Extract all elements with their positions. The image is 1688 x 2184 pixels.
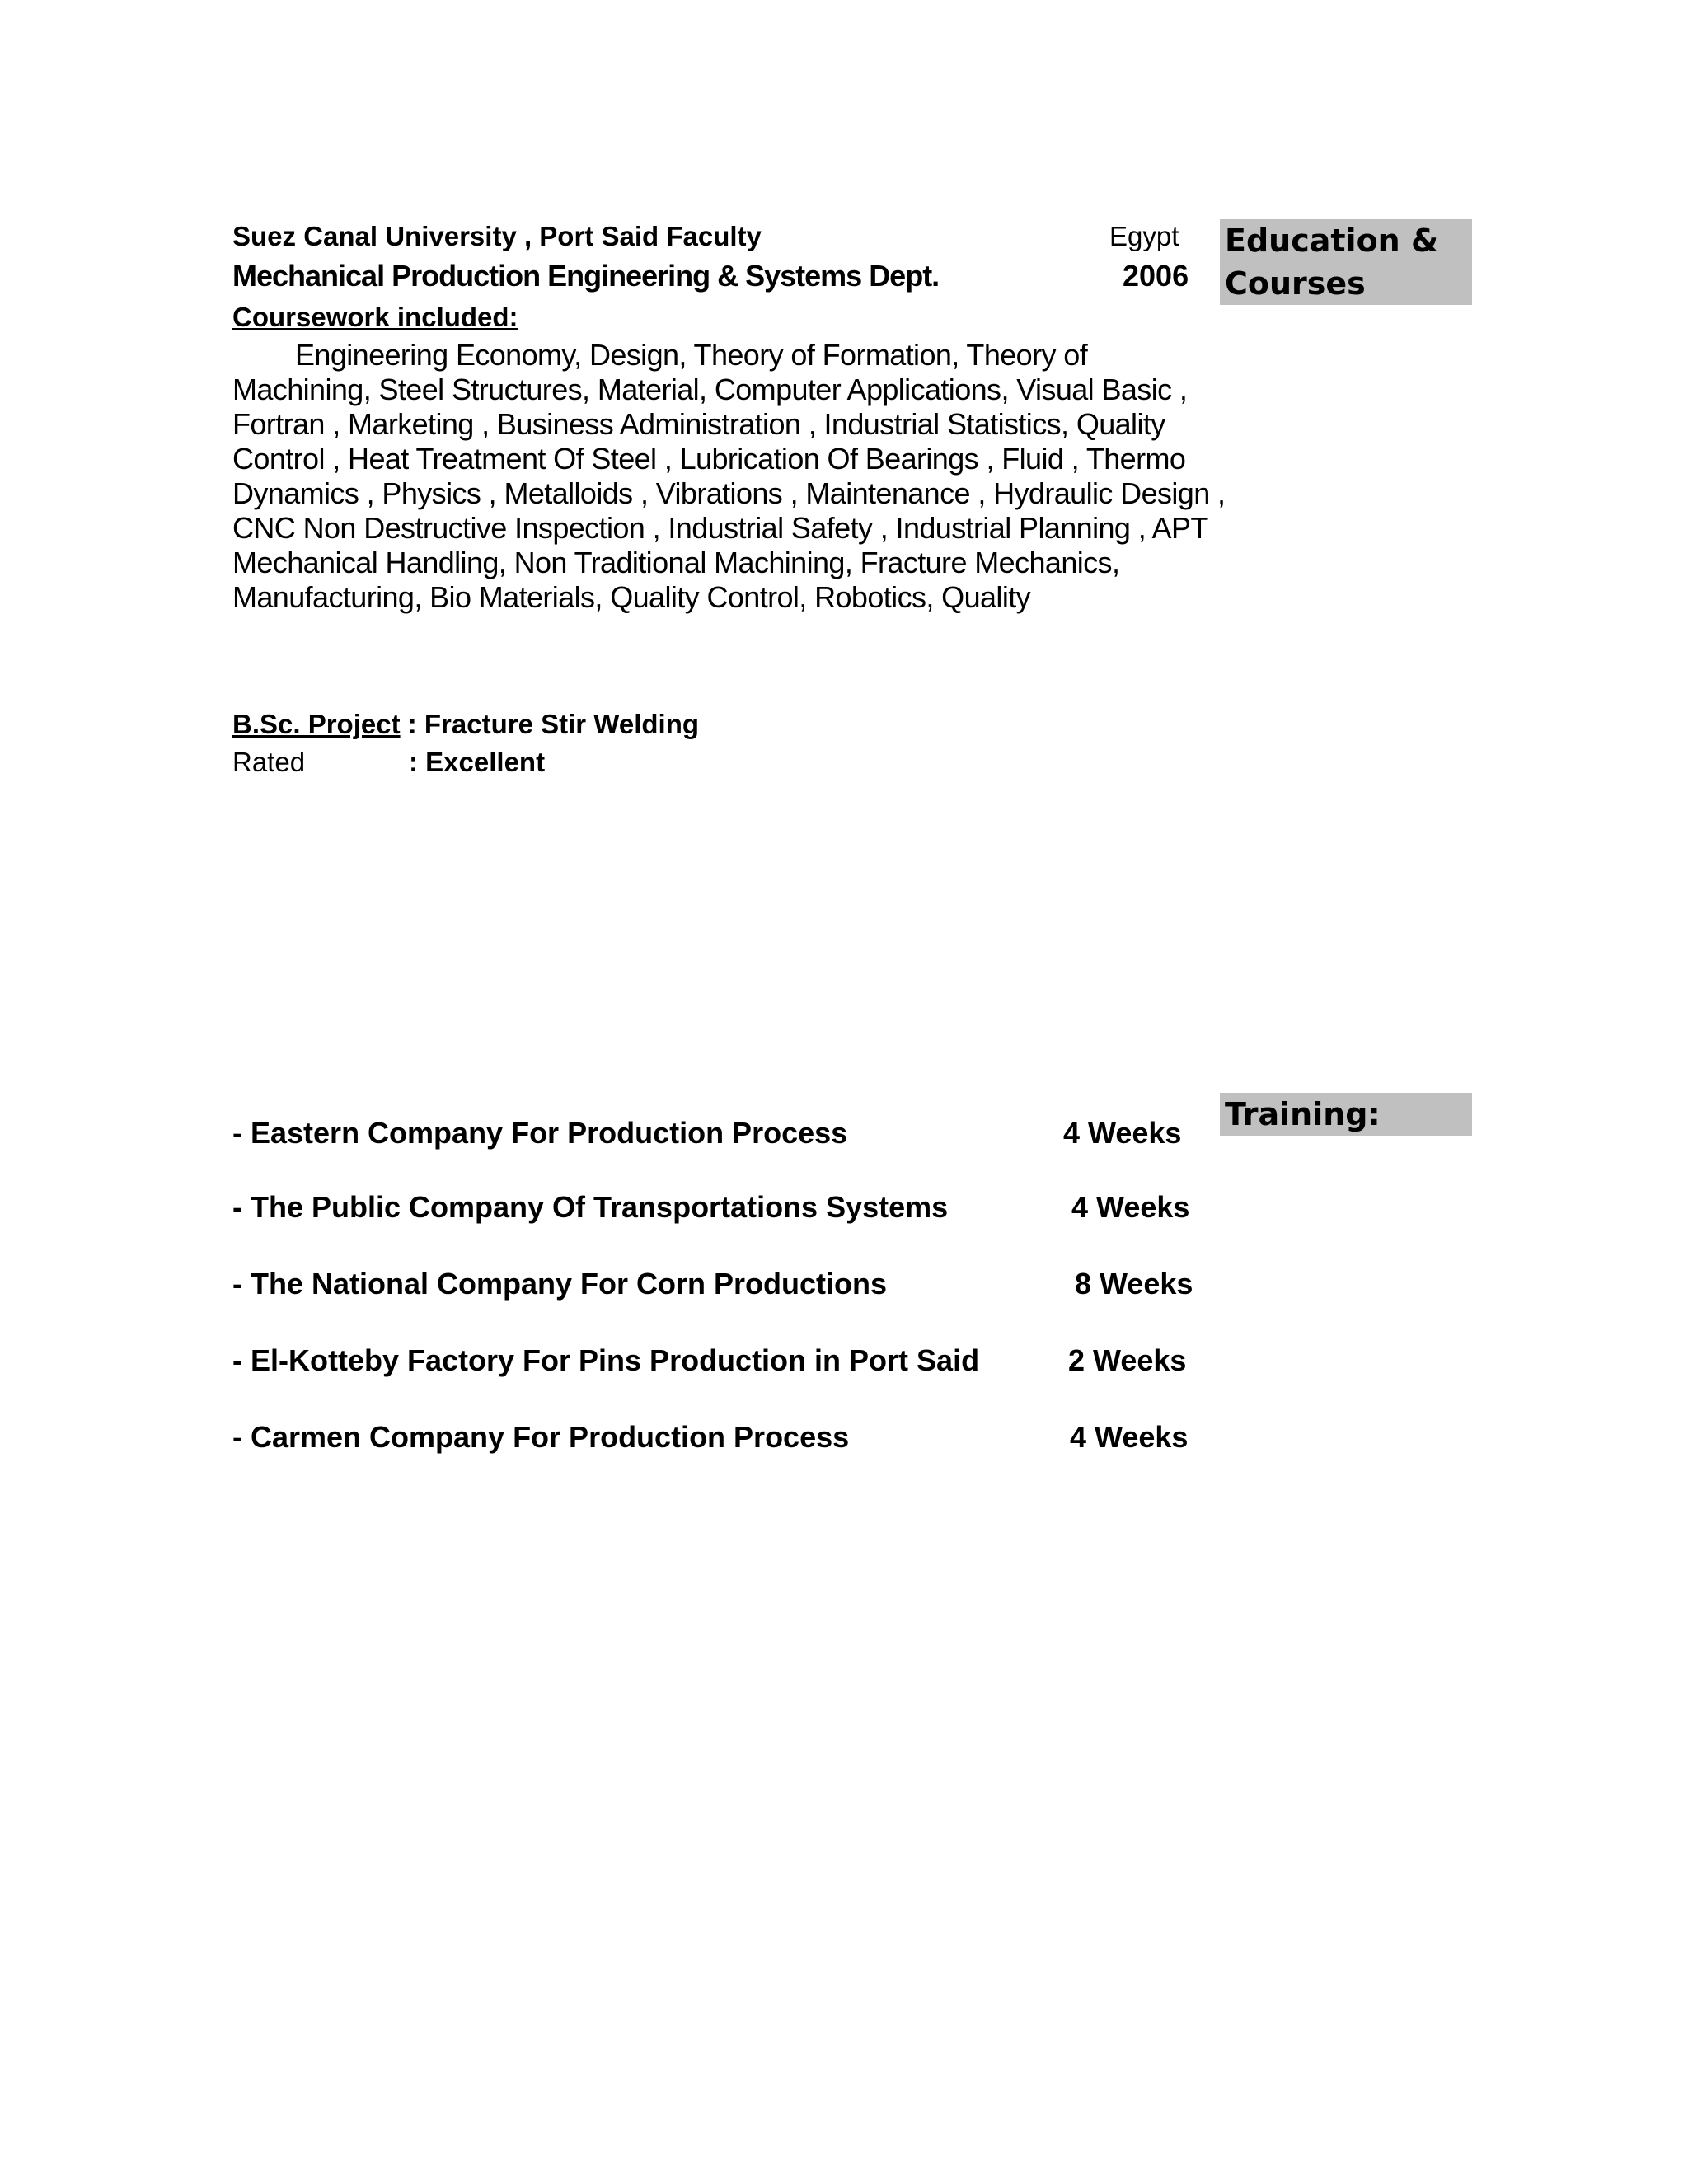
training-item-duration: 4 Weeks xyxy=(1070,1420,1189,1454)
training-item-duration: 4 Weeks xyxy=(1071,1190,1190,1224)
training-item-duration: 2 Weeks xyxy=(1068,1343,1187,1377)
training-item-name: - El-Kotteby Factory For Pins Production in Port Said xyxy=(232,1343,980,1377)
training-item-duration: 4 Weeks xyxy=(1063,1116,1182,1150)
project-label: B.Sc. Project xyxy=(232,709,401,739)
training-section-label: Training: xyxy=(1220,1093,1472,1136)
coursework-text: Engineering Economy, Design, Theory of Formation, Theory of Machining, Steel Structures, Material, Computer Applications, Visual Basic , Fortran , Marketing , Business Administration , Industrial Statistics, Quality Control , Heat Treatment Of Steel , Lubrication Of Bearings , Fluid , Thermo Dynamics , Physics , Metalloids , Vibrations , Maintenance , Hydraulic Design , CNC Non Destructive Inspection , Industrial Safety , Industrial Planning , APT Mechanical Handling, Non Traditional Machining, Fracture Mechanics, Manufacturing, Bio Materials, Quality Control, Robotics, Quality xyxy=(232,338,1226,614)
graduation-year: 2006 xyxy=(1123,259,1189,293)
project-line xyxy=(232,709,699,740)
coursework-label: Coursework included: xyxy=(232,302,518,332)
training-item-name: - Carmen Company For Production Process xyxy=(232,1420,850,1454)
training-item-duration: 8 Weeks xyxy=(1075,1267,1193,1301)
rated-value: : Excellent xyxy=(409,747,546,777)
country: Egypt xyxy=(1109,221,1179,251)
training-item-name: - The Public Company Of Transportations Systems xyxy=(232,1190,949,1224)
education-section-label: Education & Courses xyxy=(1220,219,1472,305)
university-name: Suez Canal University , Port Said Faculty xyxy=(232,221,762,251)
department-name: Mechanical Production Engineering & Systems Dept. xyxy=(232,259,940,293)
project-title: : Fracture Stir Welding xyxy=(400,709,700,739)
training-item-name: - The National Company For Corn Productions xyxy=(232,1267,888,1301)
training-item-name: - Eastern Company For Production Process xyxy=(232,1116,848,1150)
rated-label: Rated xyxy=(232,747,306,777)
